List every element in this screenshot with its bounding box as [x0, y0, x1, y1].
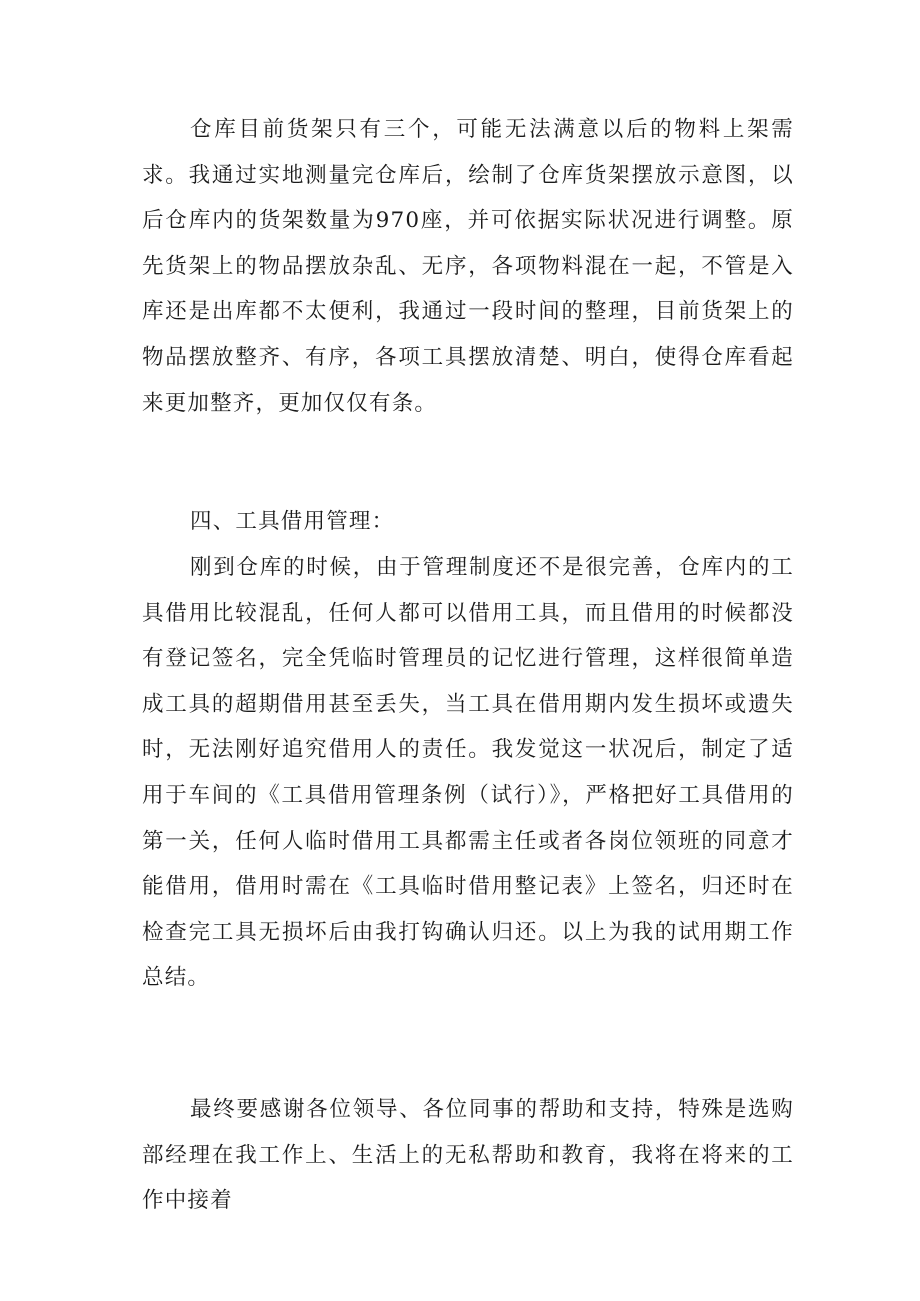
body-paragraph-shelves: 仓库目前货架只有三个，可能无法满意以后的物料上架需求。我通过实地测量完仓库后，绘制了仓库货架摆放示意图，以后仓库内的货架数量为970座，并可依据实际状况进行调整。原先货架上的物品摆放杂乱、无序，各项物料混在一起，不管是入库还是出库都不太便利，我通过一段时间的整理，目前货架上的物品摆放整齐、有序，各项工具摆放清楚、明白，使得仓库看起来更加整齐，更加仅仅有条。	[142, 117, 794, 416]
body-paragraph-tool-borrowing: 刚到仓库的时候，由于管理制度还不是很完善，仓库内的工具借用比较混乱，任何人都可以借用工具，而且借用的时候都没有登记签名，完全凭临时管理员的记忆进行管理，这样很简单造成工具的超期借用甚至丢失，当工具在借用期内发生损坏或遗失时，无法刚好追究借用人的责任。我发觉这一状况后，制定了适用于车间的《工具借用管理条例（试行）》，严格把好工具借用的第一关，任何人临时借用工具都需主任或者各岗位领班的同意才能借用，借用时需在《工具临时借用整记表》上签名，归还时在检查完工具无损坏后由我打钩确认归还。以上为我的试用期工作总结。	[142, 555, 794, 991]
section-heading-tool-borrowing: 四、工具借用管理：	[190, 509, 395, 534]
body-paragraph-thanks: 最终要感谢各位领导、各位同事的帮助和支持，特殊是选购部经理在我工作上、生活上的无私帮助和教育，我将在将来的工作中接着	[142, 1097, 794, 1214]
